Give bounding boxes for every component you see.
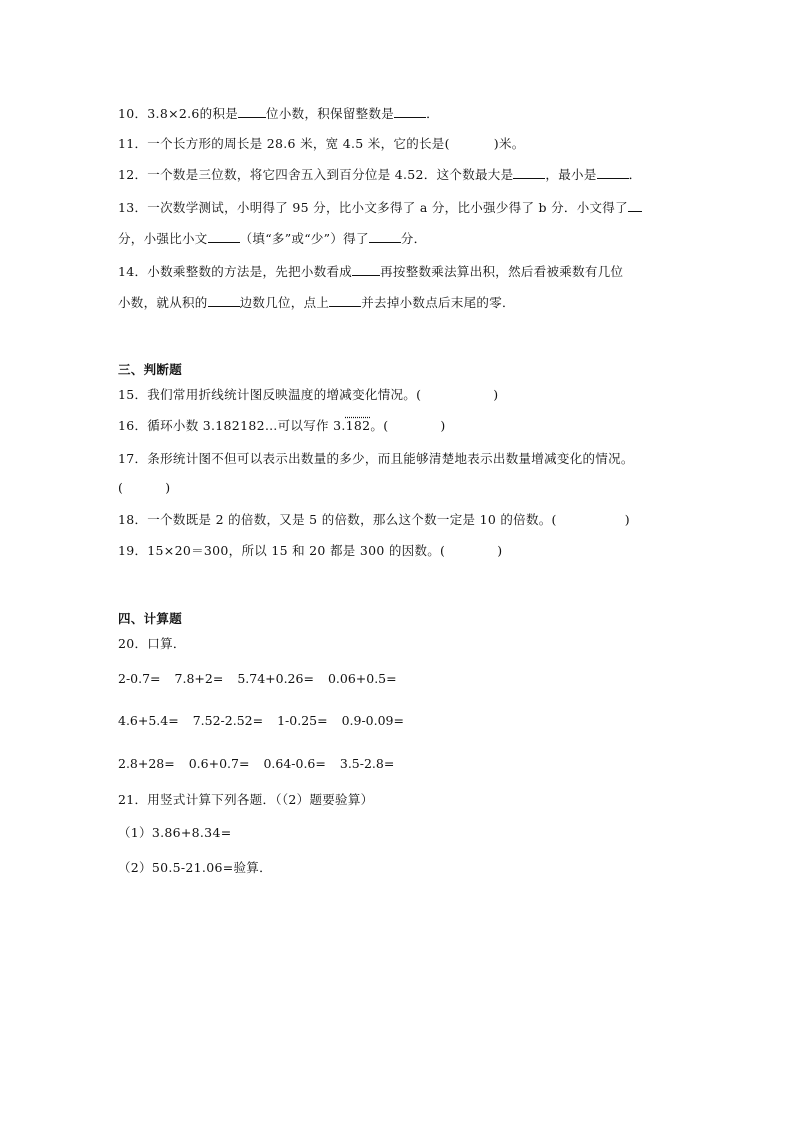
calc-item: 0.64-0.6= xyxy=(263,756,326,771)
q16-text: 16．循环小数 3.182182…可以写作 3. xyxy=(118,418,346,433)
question-11 xyxy=(118,134,525,152)
oral-calc-row-1 xyxy=(118,671,411,686)
q12-text-b: ，最小是 xyxy=(545,167,597,182)
question-17-answer xyxy=(118,480,170,495)
question-21-part-1: （1）3.86+8.34= xyxy=(118,825,232,840)
q15-close: ) xyxy=(493,387,499,402)
q14-text-d: 边数几位，点上 xyxy=(239,295,330,310)
calc-item: 2.8+28= xyxy=(118,756,175,771)
q11-text-b: )米。 xyxy=(493,136,525,151)
q14-blank-2[interactable] xyxy=(208,295,240,307)
section-judge-heading: 三、判断题 xyxy=(118,362,183,377)
q12-text-c: ． xyxy=(628,167,642,182)
question-20-label: 20．口算． xyxy=(118,636,186,651)
question-10 xyxy=(118,104,439,122)
q14-text-e: 并去掉小数点后末尾的零． xyxy=(361,295,515,310)
q10-text-c: ． xyxy=(426,106,439,121)
q10-blank-1[interactable] xyxy=(238,106,266,118)
q19-close: ) xyxy=(497,543,503,558)
repeating-digits: 182 xyxy=(345,418,371,433)
calc-item: 3.5-2.8= xyxy=(339,756,395,771)
q17-close: ) xyxy=(165,480,171,495)
question-17 xyxy=(118,449,634,467)
q14-blank-3[interactable] xyxy=(329,295,361,307)
q13-text-a: 13．一次数学测试，小明得了 95 分，比小文多得了 a 分，比小强少得了 b 分．小文得了 xyxy=(118,200,628,215)
oral-calc-row-3 xyxy=(118,756,408,771)
calc-item: 4.6+5.4= xyxy=(118,713,179,728)
q10-blank-2[interactable] xyxy=(394,106,426,118)
oral-calc-row-2 xyxy=(118,713,418,728)
q13-text-c: （填“多”或“少”）得了 xyxy=(239,231,369,246)
calc-item: 5.74+0.26= xyxy=(237,671,314,686)
calc-item: 0.06+0.5= xyxy=(327,671,397,686)
question-18 xyxy=(118,510,630,528)
calc-item: 7.8+2= xyxy=(174,671,224,686)
question-15 xyxy=(118,385,498,403)
q16-close: ) xyxy=(440,418,446,433)
calc-item: 1-0.25= xyxy=(277,713,328,728)
question-19 xyxy=(118,541,502,559)
q14-text-c: 小数，就从积的 xyxy=(118,295,208,310)
question-12 xyxy=(118,165,641,183)
q12-blank-2[interactable] xyxy=(597,167,629,179)
question-16 xyxy=(118,416,446,434)
q14-text-a: 14．小数乘整数的方法是，先把小数看成 xyxy=(118,264,353,279)
question-13-line-2 xyxy=(118,229,426,247)
q16-tail: 。( xyxy=(370,418,389,433)
q12-blank-1[interactable] xyxy=(513,167,545,179)
q13-text-b: 分，小强比小文 xyxy=(118,231,208,246)
q13-blank-1[interactable] xyxy=(628,200,642,212)
q14-blank-1[interactable] xyxy=(352,264,380,276)
calc-item: 7.52-2.52= xyxy=(192,713,264,728)
calc-item: 0.9-0.09= xyxy=(341,713,404,728)
question-14-line-1 xyxy=(118,262,623,280)
question-14-line-2 xyxy=(118,293,515,311)
calc-item: 2-0.7= xyxy=(118,671,161,686)
q19-text: 19．15×20＝300，所以 15 和 20 都是 300 的因数。( xyxy=(118,543,446,558)
q17-open: ( xyxy=(118,480,124,495)
q10-text-a: 10．3.8×2.6的积是 xyxy=(118,106,239,121)
q11-text-a: 11．一个长方形的周长是 28.6 米，宽 4.5 米，它的长是( xyxy=(118,136,450,151)
q13-text-d: 分． xyxy=(400,231,427,246)
question-21-part-2: （2）50.5-21.06=验算． xyxy=(118,860,272,875)
q13-blank-3[interactable] xyxy=(369,231,401,243)
q12-text-a: 12．一个数是三位数，将它四舍五入到百分位是 4.52．这个数最大是 xyxy=(118,167,514,182)
q18-close: ) xyxy=(624,512,630,527)
q14-text-b: 再按整数乘法算出积，然后看被乘数有几位 xyxy=(380,264,624,279)
section-calc-heading: 四、计算题 xyxy=(118,611,183,626)
q18-text: 18．一个数既是 2 的倍数，又是 5 的倍数，那么这个数一定是 10 的倍数。( xyxy=(118,512,557,527)
q13-blank-2[interactable] xyxy=(208,231,240,243)
q17-text: 17．条形统计图不但可以表示出数量的多少，而且能够清楚地表示出数量增减变化的情况。 xyxy=(118,451,634,466)
question-21-label: 21．用竖式计算下列各题．（（2）题要验算） xyxy=(118,792,374,807)
q10-text-b: 位小数，积保留整数是 xyxy=(266,106,395,121)
q15-text: 15．我们常用折线统计图反映温度的增减变化情况。( xyxy=(118,387,422,402)
calc-item: 0.6+0.7= xyxy=(188,756,250,771)
question-13-line-1 xyxy=(118,198,642,216)
